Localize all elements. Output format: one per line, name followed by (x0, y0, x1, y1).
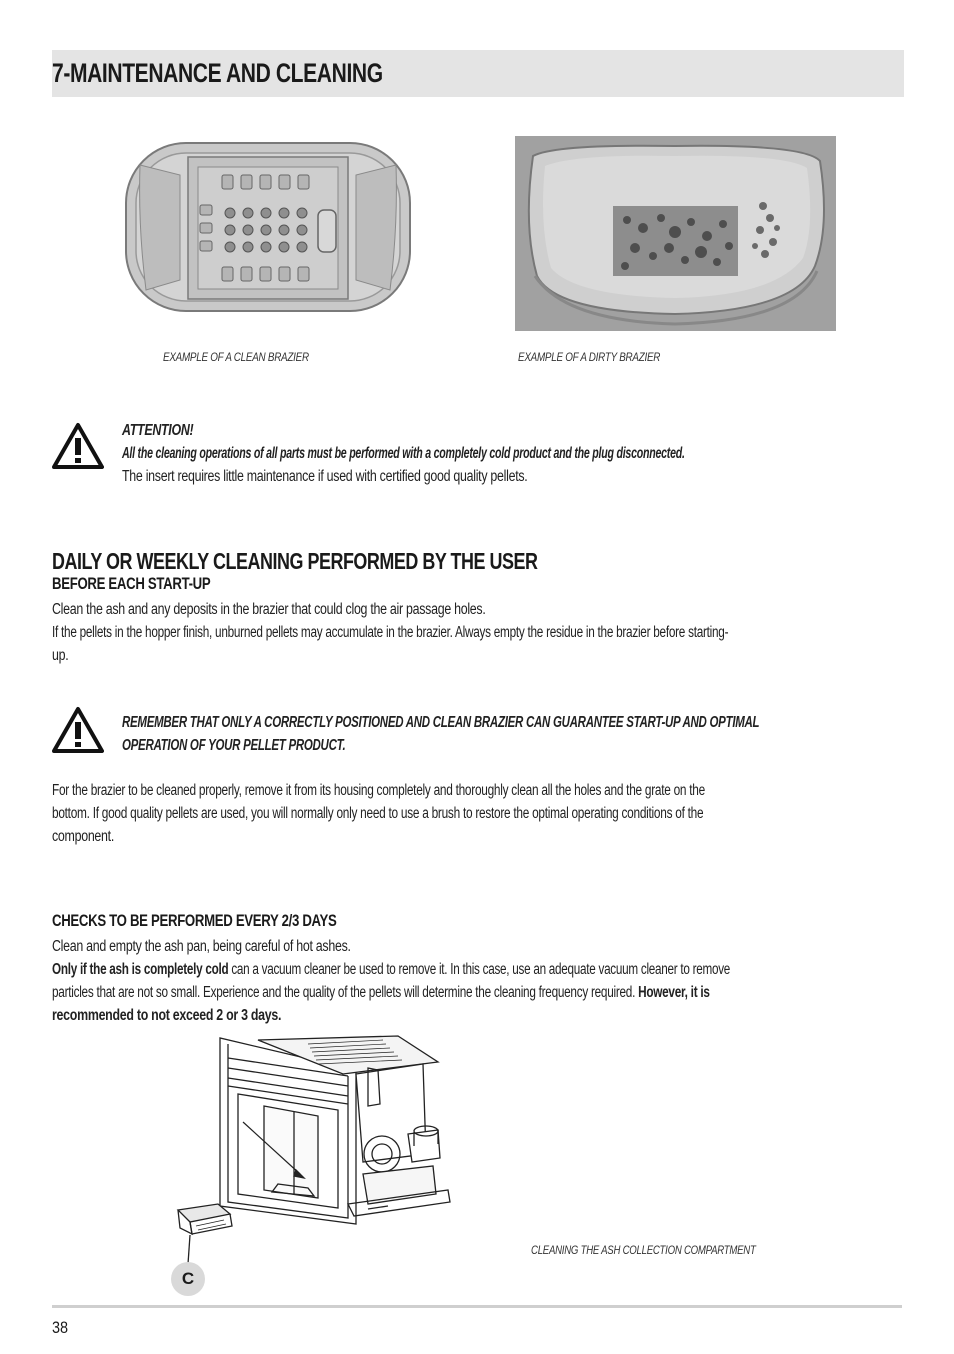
warning-icon (52, 422, 104, 470)
daily-cleaning-heading: DAILY OR WEEKLY CLEANING PERFORMED BY THE USER (52, 548, 538, 574)
checks-line-2: Only if the ash is completely cold can a vacuum cleaner be used to remove it. In this case, use an adequate vacuum cleaner to remove (52, 961, 731, 978)
remember-warning-line-2: OPERATION OF YOUR PELLET PRODUCT. (122, 737, 346, 754)
daily-para-2-end: up. (52, 647, 69, 664)
daily-para-2: If the pellets in the hopper finish, unburned pellets may accumulate in the brazier. Always empty the residue in the brazier before starting- (52, 624, 729, 641)
dirty-brazier-image (515, 136, 836, 331)
remember-warning-line-1: REMEMBER THAT ONLY A CORRECTLY POSITIONED AND CLEAN BRAZIER CAN GUARANTEE START-UP AND OPTIMAL (122, 714, 760, 731)
before-startup-heading: BEFORE EACH START-UP (52, 575, 211, 593)
daily-para-1: Clean the ash and any deposits in the brazier that could clog the air passage holes. (52, 601, 486, 618)
callout-label-c: C (171, 1262, 205, 1296)
attention-note: The insert requires little maintenance if used with certified good quality pellets. (122, 468, 528, 485)
footer-rule (52, 1305, 902, 1308)
warning-icon (52, 706, 104, 754)
section-title: 7-MAINTENANCE AND CLEANING (52, 58, 383, 88)
brazier-cleaning-line-1: For the brazier to be cleaned properly, remove it from its housing completely and thoroughly clean all the holes and the grate on the (52, 782, 705, 799)
clean-brazier-caption: EXAMPLE OF A CLEAN BRAZIER (163, 350, 309, 364)
checks-line-1: Clean and empty the ash pan, being careful of hot ashes. (52, 938, 351, 955)
ash-compartment-diagram (168, 1034, 468, 1299)
brazier-cleaning-line-3: component. (52, 828, 114, 845)
attention-warning-text: All the cleaning operations of all parts must be performed with a completely cold product and the plug disconnected. (122, 445, 685, 462)
page-number: 38 (52, 1318, 69, 1337)
brazier-cleaning-line-2: bottom. If good quality pellets are used, you will normally only need to use a brush to restore the optimal operating conditions of the (52, 805, 704, 822)
clean-brazier-image (118, 135, 418, 320)
dirty-brazier-caption: EXAMPLE OF A DIRTY BRAZIER (518, 350, 661, 364)
attention-title: ATTENTION! (122, 422, 194, 439)
ash-compartment-caption: CLEANING THE ASH COLLECTION COMPARTMENT (531, 1243, 756, 1257)
checks-line-4: recommended to not exceed 2 or 3 days. (52, 1007, 282, 1024)
checks-line-3: particles that are not so small. Experience and the quality of the pellets will determine the cleaning frequency required. However, it is (52, 984, 710, 1001)
checks-heading: CHECKS TO BE PERFORMED EVERY 2/3 DAYS (52, 912, 337, 930)
